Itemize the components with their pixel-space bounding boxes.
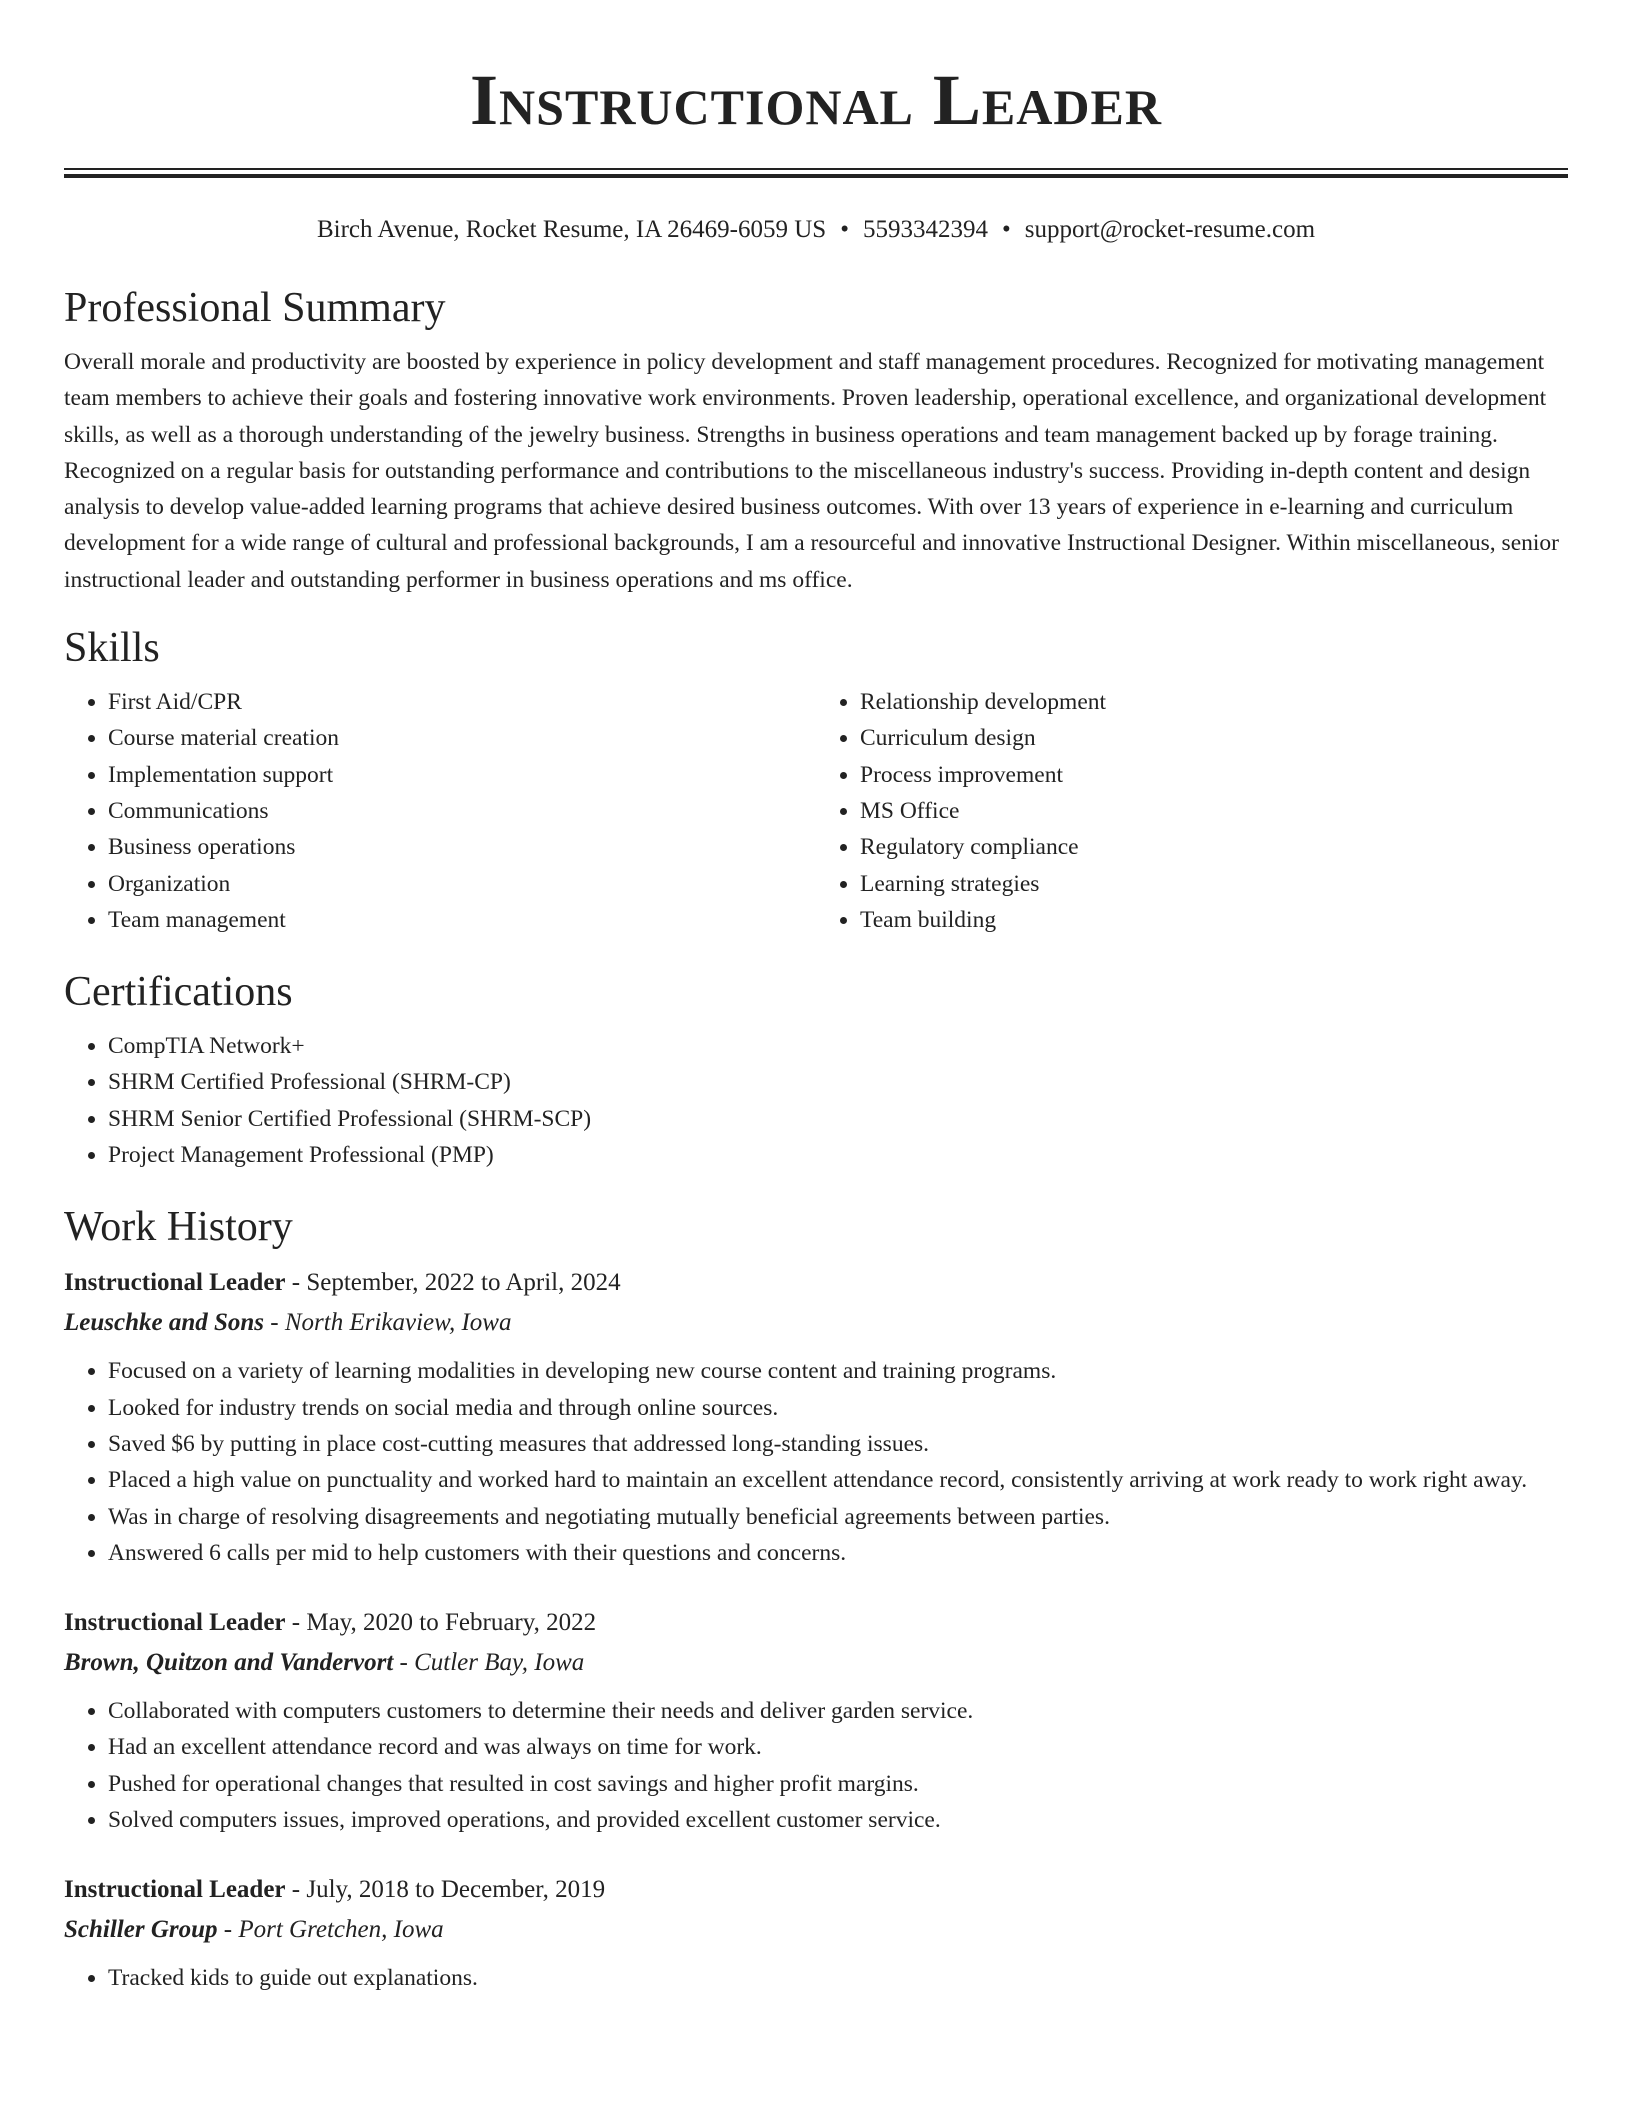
skill-item: • Relationship development [860,684,1568,720]
job-bullet: • Tracked kids to guide out explanations. [108,1960,1568,1996]
job-location: North Erikaview, Iowa [284,1309,512,1337]
certification-item: • CompTIA Network+ [108,1028,1568,1064]
certifications-heading: Certifications [64,969,293,1016]
job-title-line: Instructional Leader - September, 2022 to April, 2024 [64,1269,621,1297]
job-title: Instructional Leader [64,1876,286,1904]
skill-item: • MS Office [860,793,1568,829]
job-dates: July, 2018 to December, 2019 [306,1876,606,1904]
job-title: Instructional Leader [64,1609,286,1637]
skill-item: • Course material creation [108,720,816,756]
job-bullet: • Placed a high value on punctuality and worked hard to maintain an excellent attendance record, consistently arriving at work ready to work right away. [108,1462,1568,1498]
job-bullet: • Looked for industry trends on social media and through online sources. [108,1390,1568,1426]
header-divider [64,168,1568,178]
job-bullet: • Had an excellent attendance record and was always on time for work. [108,1729,1568,1765]
certification-item: • Project Management Professional (PMP) [108,1137,1568,1173]
skills-section [64,622,1568,938]
job-company-line: Brown, Quitzon and Vandervort - Cutler Bay, Iowa [64,1649,585,1677]
skill-item: • Regulatory compliance [860,829,1568,865]
job-entry [64,1870,1568,1996]
skills-columns [64,684,1568,938]
job-bullet: • Pushed for operational changes that resulted in cost savings and higher profit margins. [108,1766,1568,1802]
summary-text: Overall morale and productivity are boosted by experience in policy development and staff management procedures. Recognized for motivating management team members to achieve their goals and fostering innovative work environments. Proven leadership, operational excellence, and organizational development skills, as well as a thorough understanding of the jewelry business. Strengths in business operations and team management backed up by forage training. Recognized on a regular basis for outstanding performance and contributions to the miscellaneous industry's success. Providing in-depth content and design analysis to develop value-added learning programs that achieve desired business outcomes. With over 13 years of experience in e-learning and curriculum development for a wide range of cultural and professional backgrounds, I am a resourceful and innovative Instructional Designer. Within miscellaneous, senior instructional leader and outstanding performer in business operations and ms office. [64,349,1559,593]
job-bullets [64,1960,1568,1996]
skill-item: • Curriculum design [860,720,1568,756]
job-bullet: • Answered 6 calls per mid to help customers with their questions and concerns. [108,1535,1568,1571]
skill-item: • Communications [108,793,816,829]
certifications-section [64,966,1568,1173]
certification-item: • SHRM Certified Professional (SHRM-CP) [108,1064,1568,1100]
work-history-section [64,1201,1568,1996]
summary-section [64,282,1568,598]
job-bullet: • Saved $6 by putting in place cost-cutting measures that addressed long-standing issues. [108,1426,1568,1462]
work-history-heading: Work History [64,1204,293,1251]
skill-item: • First Aid/CPR [108,684,816,720]
job-entry [64,1603,1568,1838]
skill-item: • Process improvement [860,757,1568,793]
certifications-list [64,1028,1568,1173]
skill-item: • Learning strategies [860,866,1568,902]
skill-item: • Business operations [108,829,816,865]
job-company-line: Leuschke and Sons - North Erikaview, Iowa [64,1309,512,1337]
job-company-line: Schiller Group - Port Gretchen, Iowa [64,1916,444,1944]
skill-item: • Implementation support [108,757,816,793]
skills-heading: Skills [64,625,160,672]
job-bullet: • Was in charge of resolving disagreements and negotiating mutually beneficial agreements between parties. [108,1499,1568,1535]
job-company: Leuschke and Sons [64,1309,265,1337]
job-company: Schiller Group [64,1916,218,1944]
contact-separator: • [1001,216,1011,243]
skill-item: • Team building [860,902,1568,938]
job-bullet: • Focused on a variety of learning modalities in developing new course content and training programs. [108,1353,1568,1389]
skill-item: • Organization [108,866,816,902]
certification-item: • SHRM Senior Certified Professional (SHRM-SCP) [108,1101,1568,1137]
job-dates: May, 2020 to February, 2022 [306,1609,597,1637]
job-company: Brown, Quitzon and Vandervort [64,1649,394,1677]
job-entry [64,1263,1568,1571]
contact-separator: • [840,216,849,243]
contact-email: support@rocket-resume.com [1024,216,1316,243]
contact-line [64,214,1568,246]
job-title: Instructional Leader [64,1269,286,1297]
job-title-line: Instructional Leader - May, 2020 to February, 2022 [64,1609,597,1637]
job-bullet: • Solved computers issues, improved operations, and provided excellent customer service. [108,1802,1568,1838]
job-bullets [64,1693,1568,1838]
job-bullets [64,1353,1568,1571]
contact-phone: 5593342394 [862,216,988,243]
job-bullet: • Collaborated with computers customers to determine their needs and deliver garden service. [108,1693,1568,1729]
job-location: Cutler Bay, Iowa [414,1649,585,1677]
job-dates: September, 2022 to April, 2024 [306,1269,621,1297]
skill-item: • Team management [108,902,816,938]
job-title-line: Instructional Leader - July, 2018 to December, 2019 [64,1876,606,1904]
skills-left-list [64,684,816,938]
resume-name: Instructional Leader [470,60,1162,140]
contact-address: Birch Avenue, Rocket Resume, IA 26469-6059 US [316,216,827,243]
summary-heading: Professional Summary [64,285,446,331]
job-location: Port Gretchen, Iowa [238,1916,444,1944]
skills-right-list [816,684,1568,938]
